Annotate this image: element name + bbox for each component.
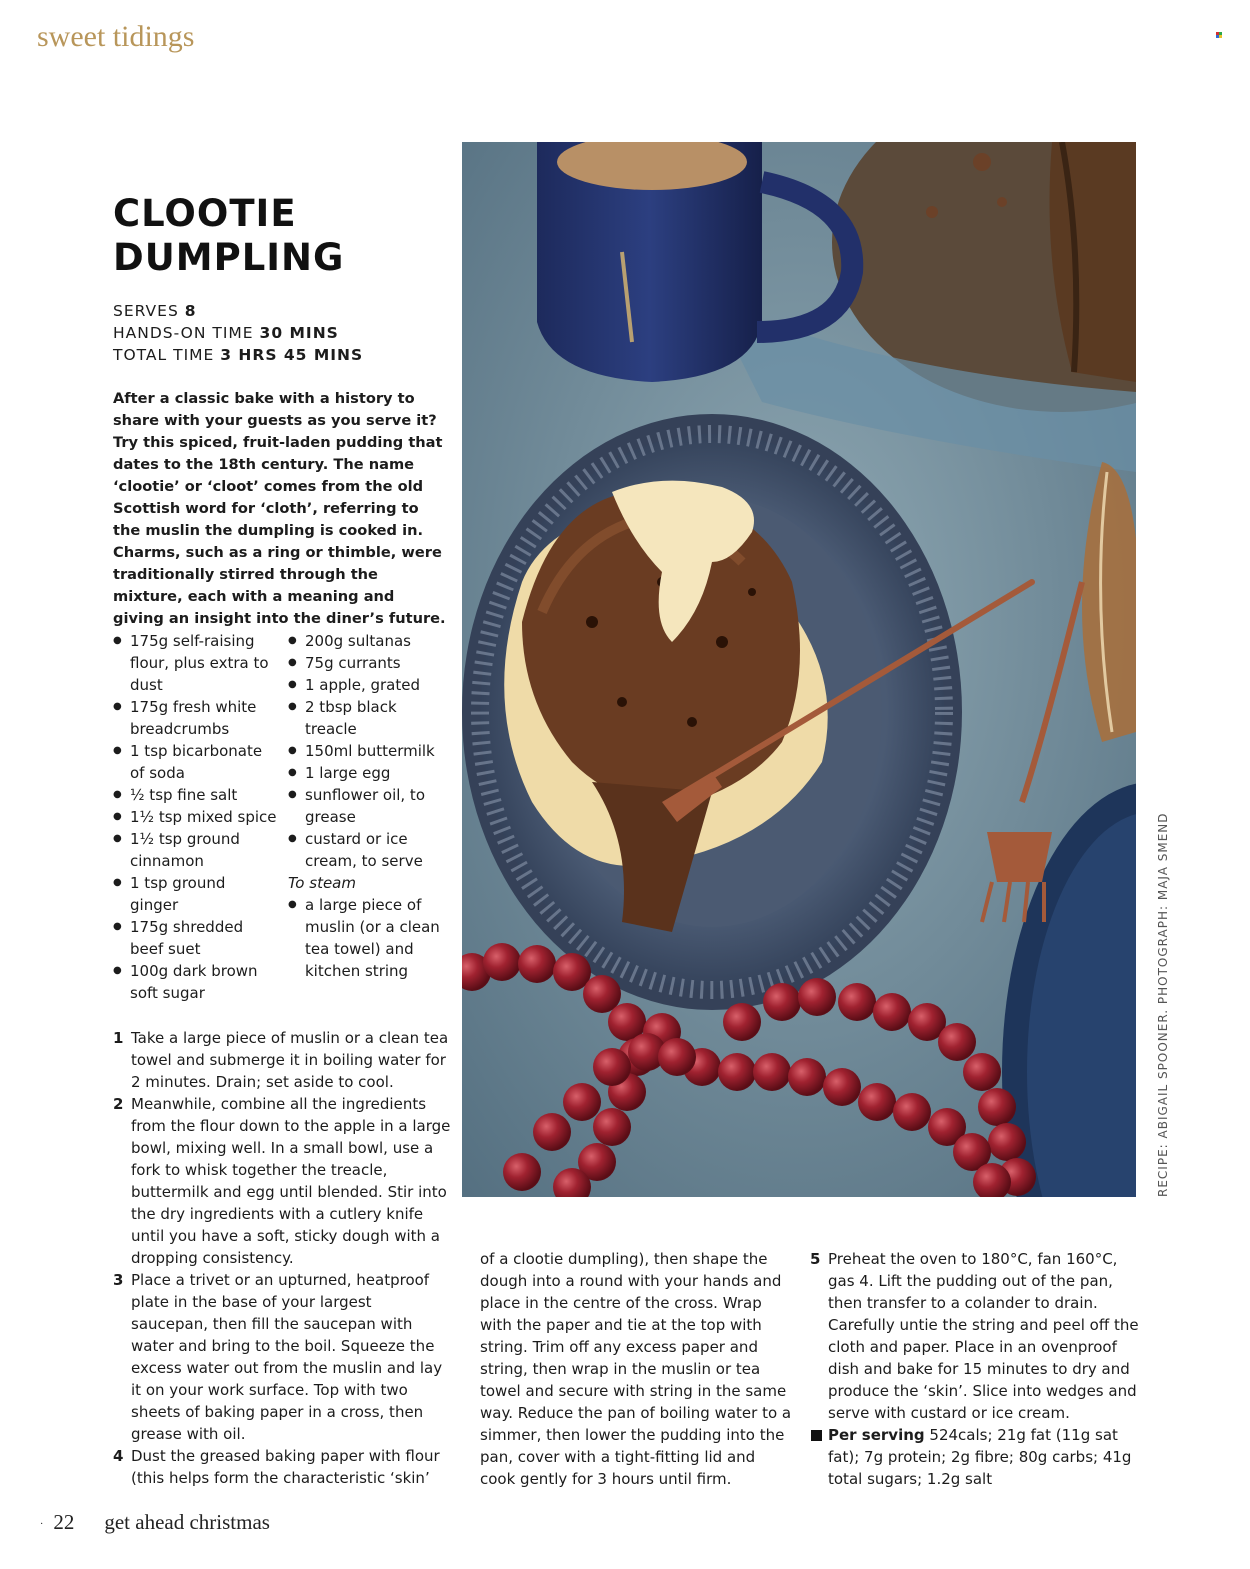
ingredient-item: ● a large piece of muslin (or a clean tea towel) and kitchen string xyxy=(288,894,453,982)
berry-bead xyxy=(858,1083,896,1121)
berry-bead xyxy=(593,1108,631,1146)
steam-heading: To steam xyxy=(288,874,356,892)
section-header: sweet tidings xyxy=(37,20,195,53)
berry-bead xyxy=(763,983,801,1021)
method-step xyxy=(113,1027,451,1093)
hands-on-line: HANDS-ON TIME 30 MINS xyxy=(113,324,339,342)
ingredient-item: ● 1 apple, grated xyxy=(288,674,453,696)
recipe-title-line1: CLOOTIE xyxy=(113,192,297,235)
method-step xyxy=(113,1093,451,1269)
berry-bead xyxy=(798,978,836,1016)
berry-bead xyxy=(658,1038,696,1076)
ingredient-item: ● 100g dark brown soft sugar xyxy=(113,960,278,1004)
step-number: 1 xyxy=(113,1029,124,1047)
ingredient-item: ● 175g shredded beef suet xyxy=(113,916,278,960)
ingredient-item: ● custard or ice cream, to serve xyxy=(288,828,453,872)
nutrition-info: Per serving 524cals; 21g fat (11g sat fat); 7g protein; 2g fibre; 80g carbs; 41g total sugars; 1.2g salt xyxy=(810,1424,1140,1490)
method-steps xyxy=(113,1027,451,1489)
berry-bead xyxy=(978,1088,1016,1126)
ingredients-list-2 xyxy=(288,630,453,872)
method-step xyxy=(113,1445,451,1489)
berry-bead xyxy=(533,1113,571,1151)
step-text: Dust the greased baking paper with flour (this helps form the characteristic ‘skin’ xyxy=(131,1447,440,1487)
berry-bead xyxy=(718,1053,756,1091)
recipe-meta xyxy=(113,300,363,366)
folio-dot: · xyxy=(40,1518,44,1530)
berry-bead xyxy=(838,983,876,1021)
step-text: Place a trivet or an upturned, heatproof plate in the base of your largest saucepan, then fill the saucepan with water and bring to the boil. Squeeze the excess water out from the muslin and lay it on your work surface. Top with two sheets of baking paper in a cross, then grease with oil. xyxy=(131,1271,443,1443)
ingredients-list-1 xyxy=(113,630,278,1004)
berry-bead xyxy=(518,945,556,983)
publication-title: get ahead christmas xyxy=(104,1510,270,1534)
ingredient-item: ● 1½ tsp mixed spice xyxy=(113,806,278,828)
berry-bead xyxy=(593,1048,631,1086)
square-bullet-icon xyxy=(811,1430,822,1441)
ingredient-item: ● sunflower oil, to grease xyxy=(288,784,453,828)
ingredient-item: ● 75g currants xyxy=(288,652,453,674)
berry-bead xyxy=(753,1053,791,1091)
registration-mark xyxy=(1216,32,1223,39)
page-footer xyxy=(40,1510,270,1535)
total-time-line: TOTAL TIME 3 HRS 45 MINS xyxy=(113,346,364,364)
ingredient-item: ● 150ml buttermilk xyxy=(288,740,453,762)
step-text: Meanwhile, combine all the ingredients from the flour down to the apple in a large bowl, mixing well. In a small bowl, use a fork to whisk together the treacle, buttermilk and egg until blended. Stir into the dry ingredients with a cutlery knife until you have a soft, sticky dough with a dropping consistency. xyxy=(131,1095,451,1267)
berry-bead xyxy=(873,993,911,1031)
page-number: 22 xyxy=(53,1510,75,1534)
recipe-title xyxy=(113,192,344,280)
ingredient-item: ● 175g fresh white breadcrumbs xyxy=(113,696,278,740)
ingredient-item: ● 1½ tsp ground cinnamon xyxy=(113,828,278,872)
step-number: 2 xyxy=(113,1095,124,1113)
ingredient-item: ● 2 tbsp black treacle xyxy=(288,696,453,740)
berry-bead xyxy=(723,1003,761,1041)
step-number: 3 xyxy=(113,1271,124,1289)
serves-line: SERVES 8 xyxy=(113,302,197,320)
step-text: Take a large piece of muslin or a clean tea towel and submerge it in boiling water for 2 minutes. Drain; set aside to cool. xyxy=(131,1029,449,1091)
method-step xyxy=(113,1269,451,1445)
ingredient-item: ● 175g self-raising flour, plus extra to dust xyxy=(113,630,278,696)
steam-list xyxy=(288,894,453,982)
photo-credit: RECIPE: ABIGAIL SPOONER. PHOTOGRAPH: MAJA SMEND xyxy=(1156,812,1170,1197)
dumpling-photo xyxy=(462,142,1136,1197)
berry-bead xyxy=(483,943,521,981)
ingredient-item: ● 1 tsp ground ginger xyxy=(113,872,278,916)
berry-bead xyxy=(988,1123,1026,1161)
ingredient-item: ● ½ tsp fine salt xyxy=(113,784,278,806)
step-number: 4 xyxy=(113,1447,124,1465)
step-5: 5 Preheat the oven to 180°C, fan 160°C, gas 4. Lift the pudding out of the pan, then transfer to a colander to drain. Carefully untie the string and peel off the cloth and paper. Place in an ovenproof dish and bake for 15 minutes to dry and produce the ‘skin’. Slice into wedges and serve with custard or ice cream. xyxy=(810,1250,1139,1422)
ingredient-item: ● 1 tsp bicarbonate of soda xyxy=(113,740,278,784)
step4-continued: of a clootie dumpling), then shape the dough into a round with your hands and place in the centre of the cross. Wrap with the paper and tie at the top with string. Trim off any excess paper and string, then wrap in the muslin or tea towel and secure with string in the same way. Reduce the pan of boiling water to a simmer, then lower the pudding into the pan, cover with a tight-fitting lid and cook gently for 3 hours until firm. xyxy=(480,1250,792,1488)
ingredient-item: ● 200g sultanas xyxy=(288,630,453,652)
method-column-3 xyxy=(810,1248,1140,1490)
recipe-intro: After a classic bake with a history to share with your guests as you serve it? Try this spiced, fruit-laden pudding that dates to the 18th century. The name ‘clootie’ or ‘cloot’ comes from the old Scottish word for ‘cloth’, referring to the muslin the dumpling is cooked in. Charms, such as a ring or thimble, were traditionally stirred through the mixture, each with a meaning and giving an insight into the diner’s future. xyxy=(113,390,446,627)
berry-bead xyxy=(563,1083,601,1121)
recipe-title-line2: DUMPLING xyxy=(113,236,345,279)
berry-bead xyxy=(503,1153,541,1191)
berry-bead xyxy=(823,1068,861,1106)
berry-bead xyxy=(788,1058,826,1096)
ingredients-column-2 xyxy=(288,630,453,982)
berry-bead xyxy=(938,1023,976,1061)
berry-bead xyxy=(963,1053,1001,1091)
ingredient-item: ● 1 large egg xyxy=(288,762,453,784)
berry-bead xyxy=(893,1093,931,1131)
